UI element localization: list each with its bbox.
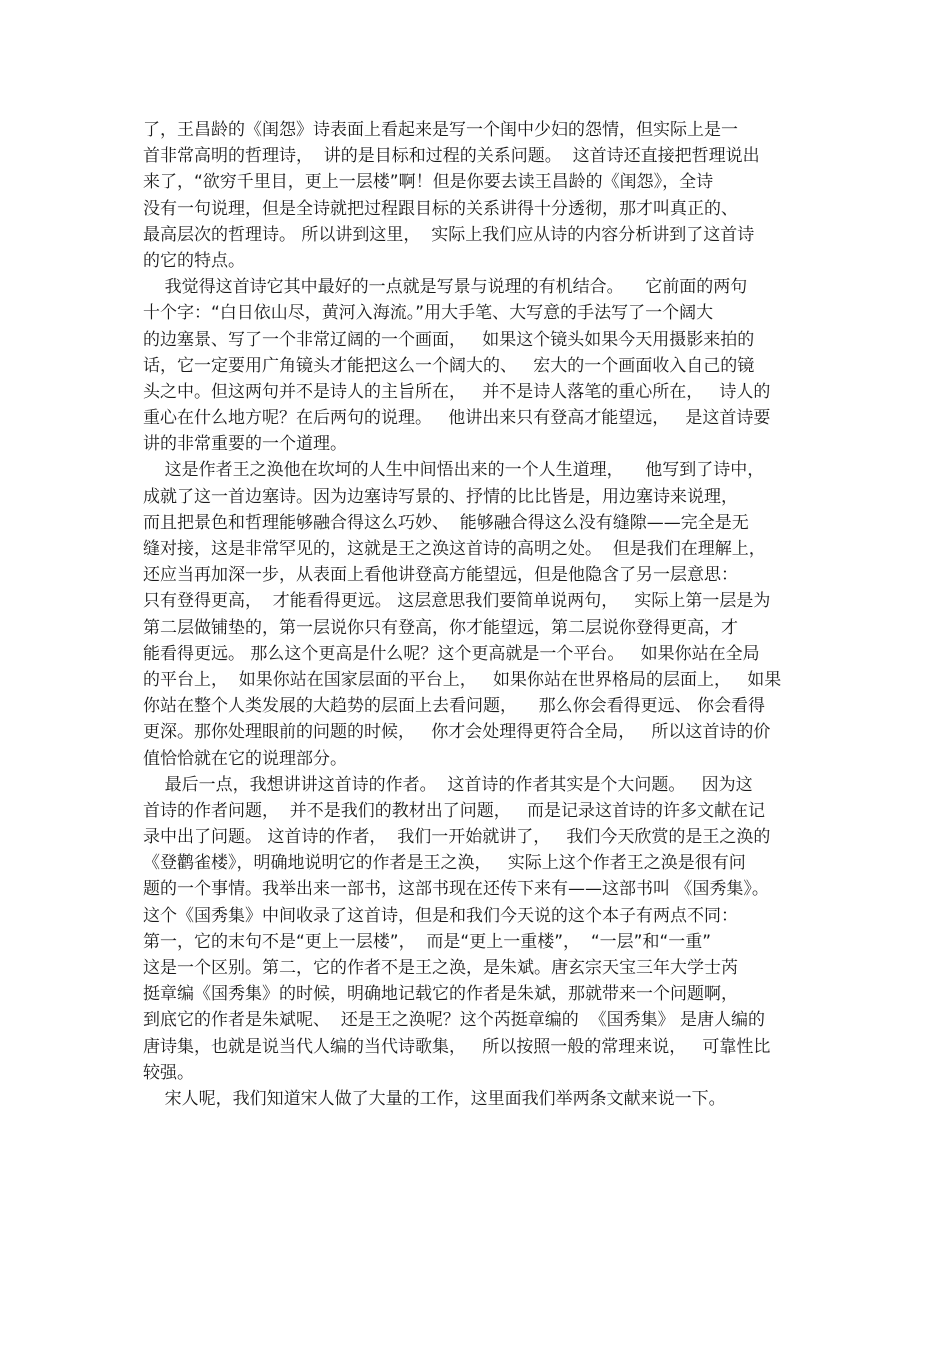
text-line: 的边塞景、写了一个非常辽阔的一个画面， 如果这个镜头如果今天用摄影来拍的 (143, 329, 755, 350)
text-line: 了，王昌龄的《闺怨》诗表面上看起来是写一个闺中少妇的怨情，但实际上是一 (143, 120, 738, 140)
text-line: 第二层做铺垫的，第一层说你只有登高，你才能望远，第二层说你登得更高，才 (143, 617, 738, 638)
text-line: 重心在什么地方呢？在后两句的说理。 他讲出来只有登高才能望远， 是这首诗要 (143, 408, 771, 429)
text-line: 最后一点，我想讲讲这首诗的作者。 这首诗的作者其实是个大问题。 因为这 (143, 774, 753, 795)
text-line: 首诗的作者问题， 并不是我们的教材出了问题， 而是记录这首诗的许多文献在记 (143, 800, 766, 821)
body-text (143, 117, 823, 1112)
text-line: 这是一个区别。第二，它的作者不是王之涣，是朱斌。唐玄宗天宝三年大学士芮 (143, 958, 738, 978)
text-line: 来了，“欲穷千里目，更上一层楼”啊！但是你要去读王昌龄的《闺怨》，全诗 (143, 172, 714, 193)
text-line: 最高层次的哲理诗。 所以讲到这里， 实际上我们应从诗的内容分析讲到了这首诗 (143, 224, 755, 245)
text-line: 值恰恰就在它的说理部分。 (143, 748, 347, 769)
text-line: 我觉得这首诗它其中最好的一点就是写景与说理的有机结合。 它前面的两句 (143, 277, 748, 298)
text-line: 的平台上， 如果你站在国家层面的平台上， 如果你站在世界格局的层面上， 如果 (143, 669, 782, 690)
text-line: 只有登得更高， 才能看得更远。 这层意思我们要简单说两句， 实际上第一层是为 (143, 591, 771, 612)
text-line: 你站在整个人类发展的大趋势的层面上去看问题， 那么你会看得更远、 你会看得 (143, 696, 766, 717)
text-line: 十个字：“白日依山尽，黄河入海流。”用大手笔、大写意的手法写了一个阔大 (143, 303, 714, 324)
text-line: 题的一个事情。我举出来一部书，这部书现在还传下来有——这部书叫 《国秀集》。 (143, 879, 769, 900)
text-line: 能看得更远。 那么这个更高是什么呢？这个更高就是一个平台。 如果你站在全局 (143, 643, 760, 664)
text-line: 成就了这一首边塞诗。因为边塞诗写景的、抒情的比比皆是，用边塞诗来说理， (143, 486, 738, 507)
text-line: 而且把景色和哲理能够融合得这么巧妙、 能够融合得这么没有缝隙——完全是无 (143, 512, 749, 533)
text-line: 首非常高明的哲理诗， 讲的是目标和过程的关系问题。 这首诗还直接把哲理说出 (143, 146, 760, 167)
text-line: 的它的特点。 (143, 250, 245, 271)
text-line: 挺章编《国秀集》的时候，明确地记载它的作者是朱斌，那就带来一个问题啊， (143, 984, 738, 1005)
text-line: 更深。那你处理眼前的问题的时候， 你才会处理得更符合全局， 所以这首诗的价 (143, 722, 771, 743)
text-line: 录中出了问题。 这首诗的作者， 我们一开始就讲了， 我们今天欣赏的是王之涣的 (143, 827, 771, 848)
text-line: 第一，它的末句不是“更上一层楼”， 而是“更上一重楼”， “一层”和“一重” (143, 931, 712, 952)
text-line: 《登鹳雀楼》，明确地说明它的作者是王之涣， 实际上这个作者王之涣是很有问 (143, 853, 746, 874)
text-line: 宋人呢，我们知道宋人做了大量的工作，这里面我们举两条文献来说一下。 (143, 1088, 726, 1109)
text-line: 这个《国秀集》中间收录了这首诗，但是和我们今天说的这个本子有两点不同： (143, 905, 738, 926)
text-line: 这是作者王之涣他在坎坷的人生中间悟出来的一个人生道理， 他写到了诗中， (143, 460, 765, 481)
text-line: 话，它一定要用广角镜头才能把这么一个阔大的、 宏大的一个画面收入自己的镜 (143, 355, 755, 376)
text-line: 没有一句说理，但是全诗就把过程跟目标的关系讲得十分透彻，那才叫真正的、 (143, 198, 738, 219)
text-line: 头之中。但这两句并不是诗人的主旨所在， 并不是诗人落笔的重心所在， 诗人的 (143, 381, 771, 402)
text-line: 缝对接，这是非常罕见的，这就是王之涣这首诗的高明之处。 但是我们在理解上， (143, 539, 766, 559)
text-line: 到底它的作者是朱斌呢、 还是王之涣呢？这个芮挺章编的 《国秀集》 是唐人编的 (143, 1010, 766, 1031)
text-line: 还应当再加深一步，从表面上看他讲登高方能望远，但是他隐含了另一层意思： (143, 565, 738, 586)
text-line: 讲的非常重要的一个道理。 (143, 434, 347, 455)
text-line: 较强。 (143, 1062, 194, 1083)
text-line: 唐诗集，也就是说当代人编的当代诗歌集， 所以按照一般的常理来说， 可靠性比 (143, 1036, 771, 1057)
